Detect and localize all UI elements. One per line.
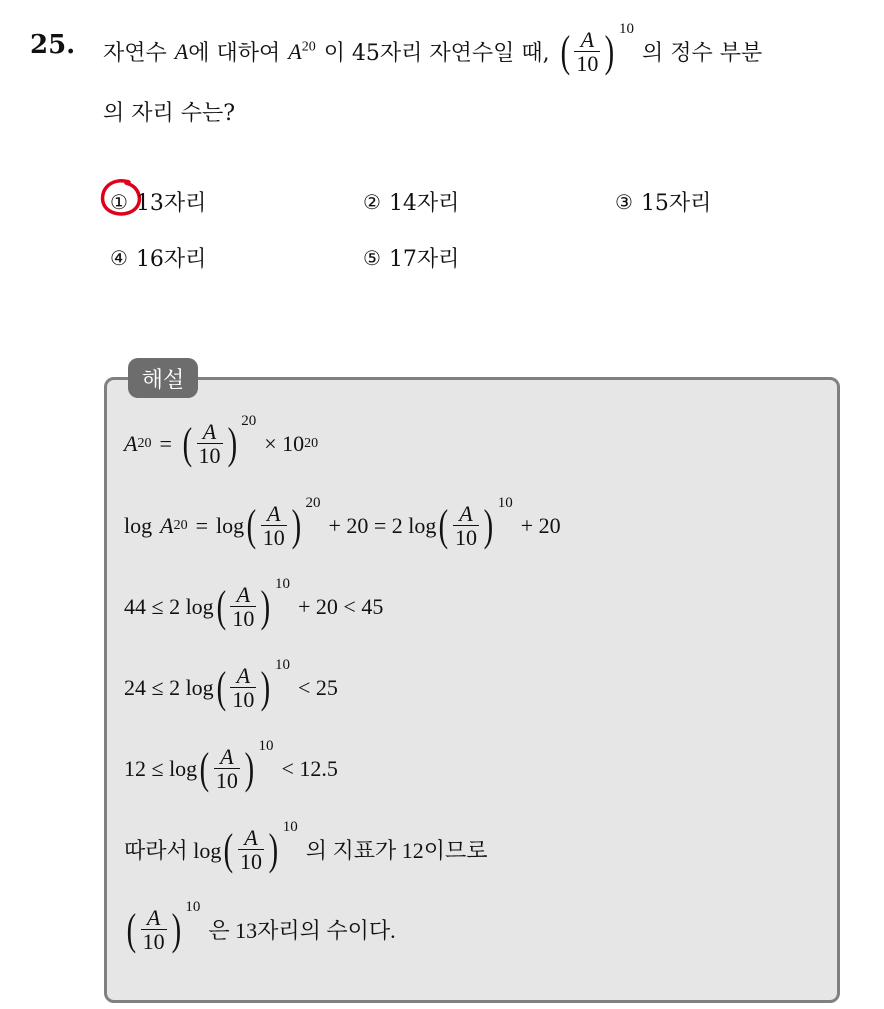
question-text-line1 <box>103 21 763 77</box>
question-text: 의 정수 부분 <box>641 41 763 67</box>
question-text: 에 대하여 <box>188 41 281 67</box>
variable-a: A <box>288 38 302 64</box>
question-text: 자연수 <box>103 41 167 67</box>
choice-1[interactable]: ① 13자리 <box>110 189 207 216</box>
solution-line-7: ( $\frac{A}{10}$ ) 10 은 13자리의 수이다. <box>126 899 396 955</box>
solution-tab: 해설 <box>128 358 198 398</box>
choice-4[interactable]: ④ 16자리 <box>110 245 207 272</box>
exponent: 20 <box>301 39 316 55</box>
solution-line-4: 24 ≤ 2 log ( $\frac{A}{10}$ ) 10 < 25 <box>124 657 338 713</box>
choice-5[interactable]: ⑤ 17자리 <box>363 245 460 272</box>
question-number: 25. <box>30 30 76 60</box>
question-text: 이 45자리 자연수일 때, <box>323 41 550 67</box>
question-text-line2: 의 자리 수는? <box>103 101 236 126</box>
variable-a: A <box>174 38 189 64</box>
solution-line-5: 12 ≤ log ( $\frac{A}{10}$ ) 10 < 12.5 <box>124 738 338 794</box>
solution-line-3: 44 ≤ 2 log ( $\frac{A}{10}$ ) 10 + 20 < 45 <box>124 576 384 632</box>
choice-3[interactable]: ③ 15자리 <box>615 189 712 216</box>
solution-line-2: log A 20 = log ( $\frac{A}{10}$ ) 20 + 20 = 2 log ( $\frac{A}{10}$ ) 10 + 20 <box>124 495 561 551</box>
solution-line-1: A 20 = ( $\frac{A}{10}$ ) 20 × 10 20 <box>124 413 319 469</box>
solution-line-6: 따라서 log ( $\frac{A}{10}$ ) 10 의 지표가 12이므로 <box>124 819 488 875</box>
fraction-power: ( $\frac{A}{10}$ ) 10 <box>560 21 634 77</box>
choice-2[interactable]: ② 14자리 <box>363 189 460 216</box>
